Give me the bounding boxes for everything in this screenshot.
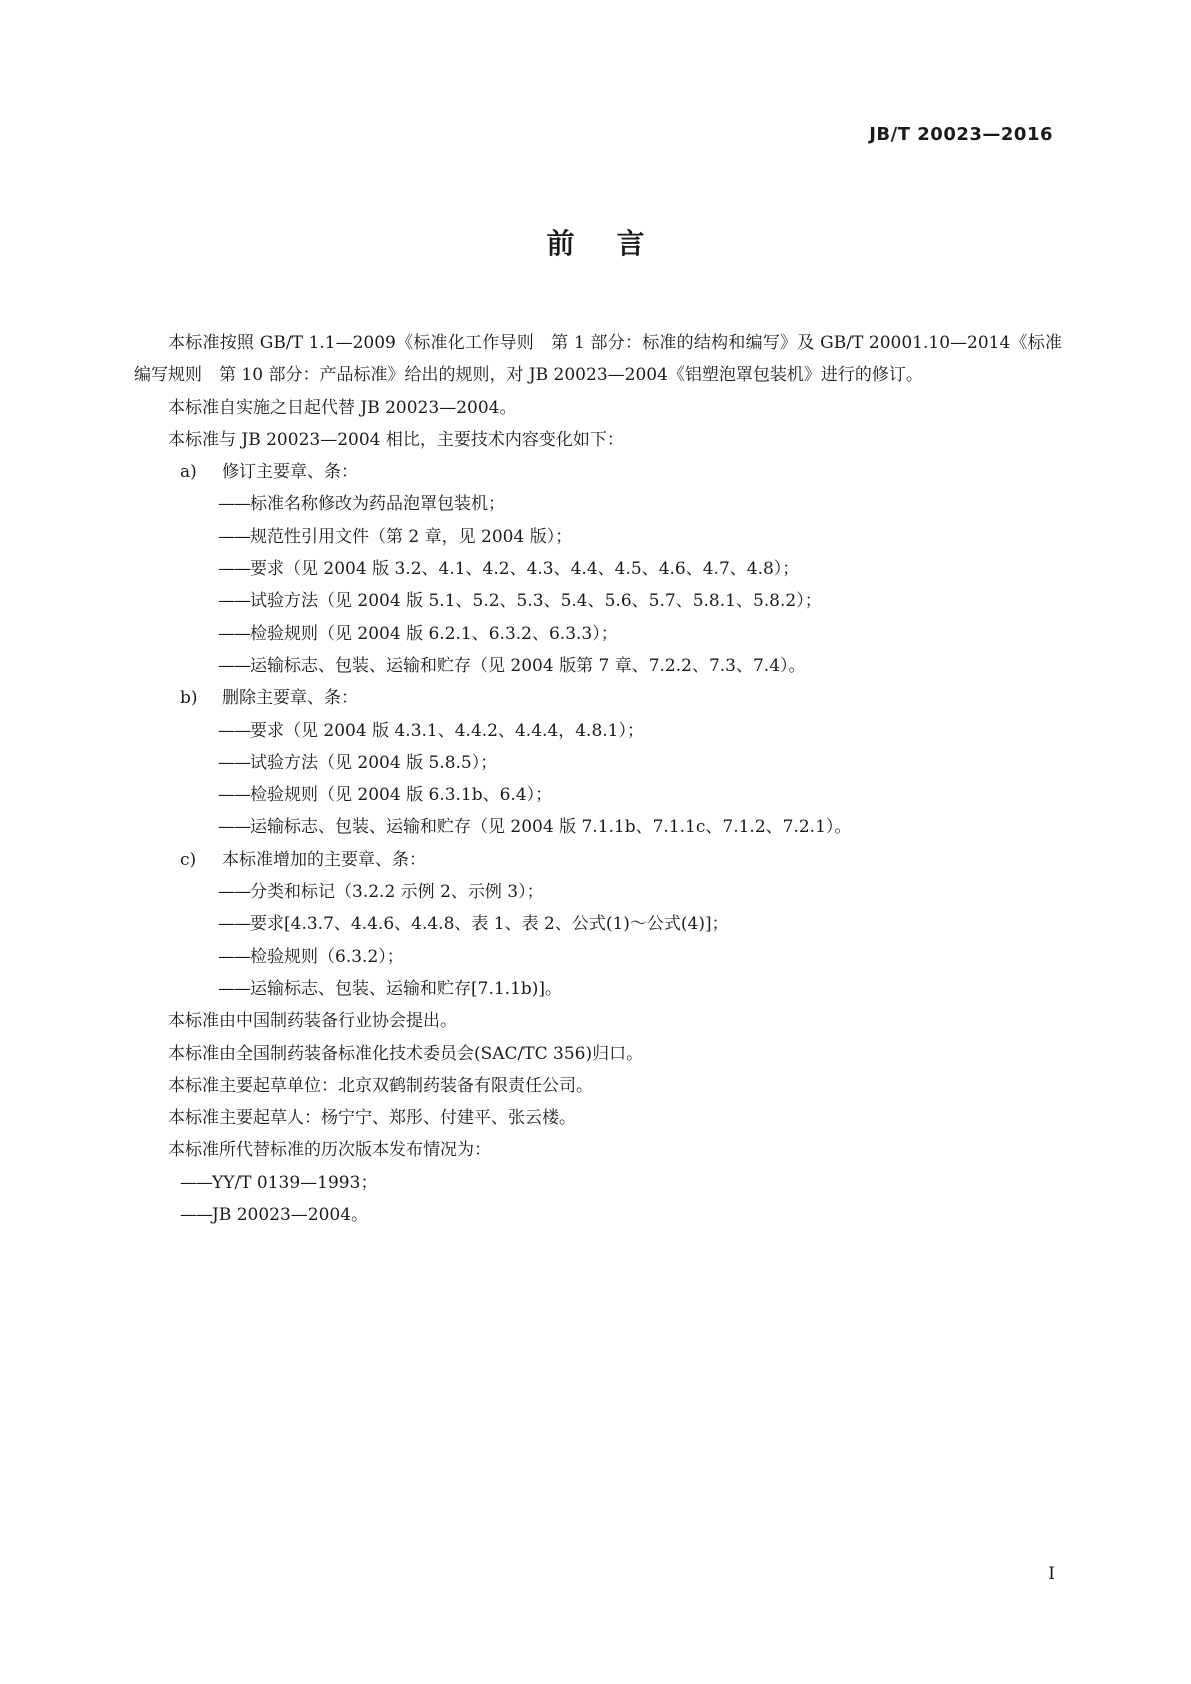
list-item-text: 检验规则（见 2004 版 6.2.1、6.3.2、6.3.3）； <box>250 623 618 644</box>
section-c-heading <box>134 844 1062 876</box>
list-item-text: 要求（见 2004 版 3.2、4.1、4.2、4.3、4.4、4.5、4.6、4.7、4.8）； <box>250 559 800 580</box>
dash-mark: —— <box>218 914 250 935</box>
dash-mark: —— <box>218 946 250 967</box>
list-item <box>134 779 1062 811</box>
drafters-paragraph: 本标准主要起草人：杨宁宁、郑彤、付建平、张云楼。 <box>168 1108 576 1129</box>
list-item-text: 标准名称修改为药品泡罩包装机； <box>250 494 505 515</box>
page-number: I <box>1048 1564 1055 1584</box>
list-item <box>134 811 1062 843</box>
list-item <box>134 488 1062 520</box>
section-a-text: 修订主要章、条： <box>222 462 358 483</box>
history-intro-paragraph: 本标准所代替标准的历次版本发布情况为： <box>168 1140 491 1161</box>
dash-mark: —— <box>218 720 250 741</box>
dash-mark: —— <box>218 526 250 547</box>
list-item <box>134 585 1062 617</box>
history-item-text: JB 20023—2004。 <box>212 1205 369 1226</box>
list-item-text: 运输标志、包装、运输和贮存（见 2004 版第 7 章、7.2.2、7.3、7.4）。 <box>250 655 806 676</box>
section-a-label: a) <box>180 462 197 483</box>
history-item <box>134 1199 1062 1231</box>
history-item <box>134 1167 1062 1199</box>
section-c-text: 本标准增加的主要章、条： <box>222 849 426 870</box>
dash-mark: —— <box>218 623 250 644</box>
list-item <box>134 715 1062 747</box>
dash-mark: —— <box>218 752 250 773</box>
dash-mark: —— <box>218 559 250 580</box>
list-item <box>134 618 1062 650</box>
document-body <box>134 327 1062 1231</box>
proposer-paragraph: 本标准由中国制药装备行业协会提出。 <box>168 1011 457 1032</box>
dash-mark: —— <box>218 494 250 515</box>
list-item-text: 检验规则（见 2004 版 6.3.1b、6.4）； <box>250 785 553 806</box>
replace-paragraph: 本标准自实施之日起代替 JB 20023—2004。 <box>168 397 517 418</box>
list-item <box>134 747 1062 779</box>
list-item <box>134 941 1062 973</box>
list-item-text: 试验方法（见 2004 版 5.8.5）； <box>250 752 498 773</box>
list-item-text: 运输标志、包装、运输和贮存（见 2004 版 7.1.1b、7.1.1c、7.1.2、7.2.1）。 <box>250 817 852 838</box>
list-item-text: 要求（见 2004 版 4.3.1、4.4.2、4.4.4，4.8.1）； <box>250 720 644 741</box>
list-item <box>134 650 1062 682</box>
list-item-text: 要求[4.3.7、4.4.6、4.4.8、表 1、表 2、公式(1)～公式(4)]； <box>250 914 729 935</box>
list-item-text: 分类和标记（3.2.2 示例 2、示例 3）； <box>250 882 544 903</box>
dash-mark: —— <box>218 785 250 806</box>
list-item <box>134 973 1062 1005</box>
dash-mark: —— <box>218 591 250 612</box>
section-a-heading <box>134 456 1062 488</box>
section-c-label: c) <box>180 849 197 870</box>
history-item-text: YY/T 0139—1993； <box>212 1172 378 1193</box>
list-item-text: 运输标志、包装、运输和贮存[7.1.1b)]。 <box>250 978 563 999</box>
list-item <box>134 908 1062 940</box>
standard-code: JB/T 20023—2016 <box>869 124 1053 145</box>
dash-mark: —— <box>218 817 250 838</box>
dash-mark: —— <box>218 655 250 676</box>
list-item-text: 试验方法（见 2004 版 5.1、5.2、5.3、5.4、5.6、5.7、5.8.1、5.8.2）； <box>250 591 822 612</box>
centralized-paragraph: 本标准由全国制药装备标准化技术委员会(SAC/TC 356)归口。 <box>168 1043 644 1064</box>
intro-paragraph: 本标准按照 GB/T 1.1—2009《标准化工作导则 第 1 部分：标准的结构和编写》及 GB/T 20001.10—2014《标准编写规则 第 10 部分：产品标准》给出的规则，对 JB 20023—2004《铝塑泡罩包装机》进行的修订。 <box>134 333 1062 386</box>
page-title: 前言 <box>546 227 687 260</box>
section-b-label: b) <box>180 688 198 709</box>
dash-mark: —— <box>218 978 250 999</box>
list-item <box>134 876 1062 908</box>
list-item-text: 检验规则（6.3.2）； <box>250 946 404 967</box>
list-item <box>134 521 1062 553</box>
list-item <box>134 553 1062 585</box>
dash-mark: —— <box>180 1205 212 1226</box>
compare-paragraph: 本标准与 JB 20023—2004 相比，主要技术内容变化如下： <box>168 429 624 450</box>
list-item-text: 规范性引用文件（第 2 章，见 2004 版）； <box>250 526 573 547</box>
dash-mark: —— <box>218 882 250 903</box>
drafting-unit-paragraph: 本标准主要起草单位：北京双鹤制药装备有限责任公司。 <box>168 1075 593 1096</box>
section-b-text: 删除主要章、条： <box>222 688 358 709</box>
section-b-heading <box>134 682 1062 714</box>
dash-mark: —— <box>180 1172 212 1193</box>
